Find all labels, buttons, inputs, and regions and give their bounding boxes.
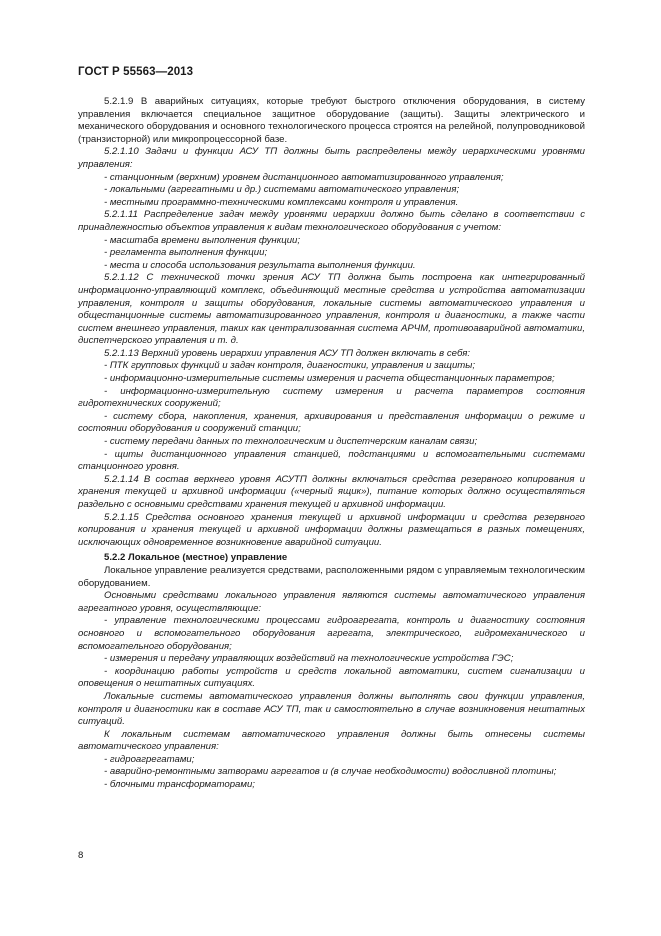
paragraph-5-2-1-15: 5.2.1.15 Средства основного хранения текущей и архивной информации и средства резервного копирования и хранения текущей и архивной информации должны размещаться в разных помещениях, исключающих одновременное возникновение аварийной ситуации. xyxy=(78,511,585,548)
paragraph-5-2-1-11: 5.2.1.11 Распределение задач между уровнями иерархии должно быть сделано в соответствии с принадлежностью объектов управления к видам технологического оборудования с учетом: xyxy=(78,209,585,233)
list-item: - гидроагрегатами; xyxy=(104,753,195,765)
paragraph: Локальное управление реализуется средствами, расположенными рядом с управляемым технологическим оборудованием. xyxy=(78,564,585,589)
list-item: - станционным (верхним) уровнем дистанционного автоматизированного управления; xyxy=(104,171,504,183)
paragraph-5-2-1-14: 5.2.1.14 В состав верхнего уровня АСУТП должны включаться средства резервного копирования и хранения текущей и архивной информации («черный ящик»), питание которых должно осуществляться раздельно с основными средствами хранения текущей и архивной информации. xyxy=(78,473,585,510)
list-item: - блочными трансформаторами; xyxy=(104,779,255,791)
list-item: - ПТК групповых функций и задач контроля, диагностики, управления и защиты; xyxy=(104,360,475,372)
list-item: - локальными (агрегатными и др.) системами автоматического управления; xyxy=(104,184,460,196)
list-item: - щиты дистанционного управления станцией, подстанциями и вспомогательными системами станционного уровня. xyxy=(78,448,585,473)
list-item: - места и способа использования результата выполнения функции. xyxy=(104,259,416,271)
section-heading-5-2-2: 5.2.2 Локальное (местное) управление xyxy=(104,552,288,564)
paragraph-5-2-1-13: 5.2.1.13 Верхний уровень иерархии управления АСУ ТП должен включать в себя: xyxy=(104,347,471,359)
paragraph-5-2-1-9: 5.2.1.9 В аварийных ситуациях, которые требуют быстрого отключения оборудования, в систему управления включается специальное защитное оборудование (защиты). Защиты электрического и механического оборудования и основного технологического процесса строятся на релейной, полупроводниковой (транзисторной) или микропроцессорной базе. xyxy=(78,96,585,145)
paragraph: Локальные системы автоматического управления должны выполнять свои функции управления, контроля и диагностики как в составе АСУ ТП, так и самостоятельно в случае возникновения нештатных ситуаций. xyxy=(78,690,585,728)
document-header: ГОСТ Р 55563—2013 xyxy=(78,66,194,78)
list-item: - информационно-измерительные системы измерения и расчета общестанционных параметров; xyxy=(104,373,555,385)
list-item: - систему передачи данных по технологическим и диспетчерским каналам связи; xyxy=(104,436,478,448)
paragraph-5-2-1-10: 5.2.1.10 Задачи и функции АСУ ТП должны быть распределены между иерархическими уровнями управления: xyxy=(78,146,585,170)
list-item: - измерения и передачу управляющих воздействий на технологические устройства ГЭС; xyxy=(104,653,514,665)
list-item: - управление технологическими процессами гидроагрегата, контроль и диагностику состояния основного и вспомогательного оборудования агрегата, электрического, гидромеханического и вспомогательного оборудования; xyxy=(78,615,585,652)
paragraph-5-2-1-12: 5.2.1.12 С технической точки зрения АСУ ТП должна быть построена как интегрированный информационно-управляющий комплекс, объединяющий местные средства и устройства автоматизации управления, контроля и защиты оборудования, локальные системы автоматического управления и общестанционные системы автоматизированного управления, контроля и диагностики, а также части систем внешнего управления, таких как централизованная система АРЧМ, противоаварийной автоматики, диспетчерского управления и т. д. xyxy=(78,272,585,347)
list-item: - информационно-измерительную систему измерения и расчета параметров состояния гидротехнических сооружений; xyxy=(78,385,585,410)
document-body xyxy=(78,96,585,792)
list-item: - масштаба времени выполнения функции; xyxy=(104,234,301,246)
list-item: - регламента выполнения функции; xyxy=(104,247,268,259)
list-item: - аварийно-ремонтными затворами агрегатов и (в случае необходимости) водосливной плотины; xyxy=(104,766,557,778)
paragraph: Основными средствами локального управления являются системы автоматического управления агрегатного уровня, осуществляющие: xyxy=(78,590,585,614)
list-item: - координацию работы устройств и средств локальной автоматики, систем сигнализации и оповещения о нештатных ситуациях. xyxy=(78,665,585,690)
page-number: 8 xyxy=(78,850,84,861)
list-item: - систему сбора, накопления, хранения, архивирования и представления информации о режиме и состоянии оборудования и сооружений станции; xyxy=(78,410,585,435)
paragraph: К локальным системам автоматического управления должны быть отнесены системы автоматического управления: xyxy=(78,728,585,753)
list-item: - местными программно-техническими комплексами контроля и управления. xyxy=(104,196,459,208)
